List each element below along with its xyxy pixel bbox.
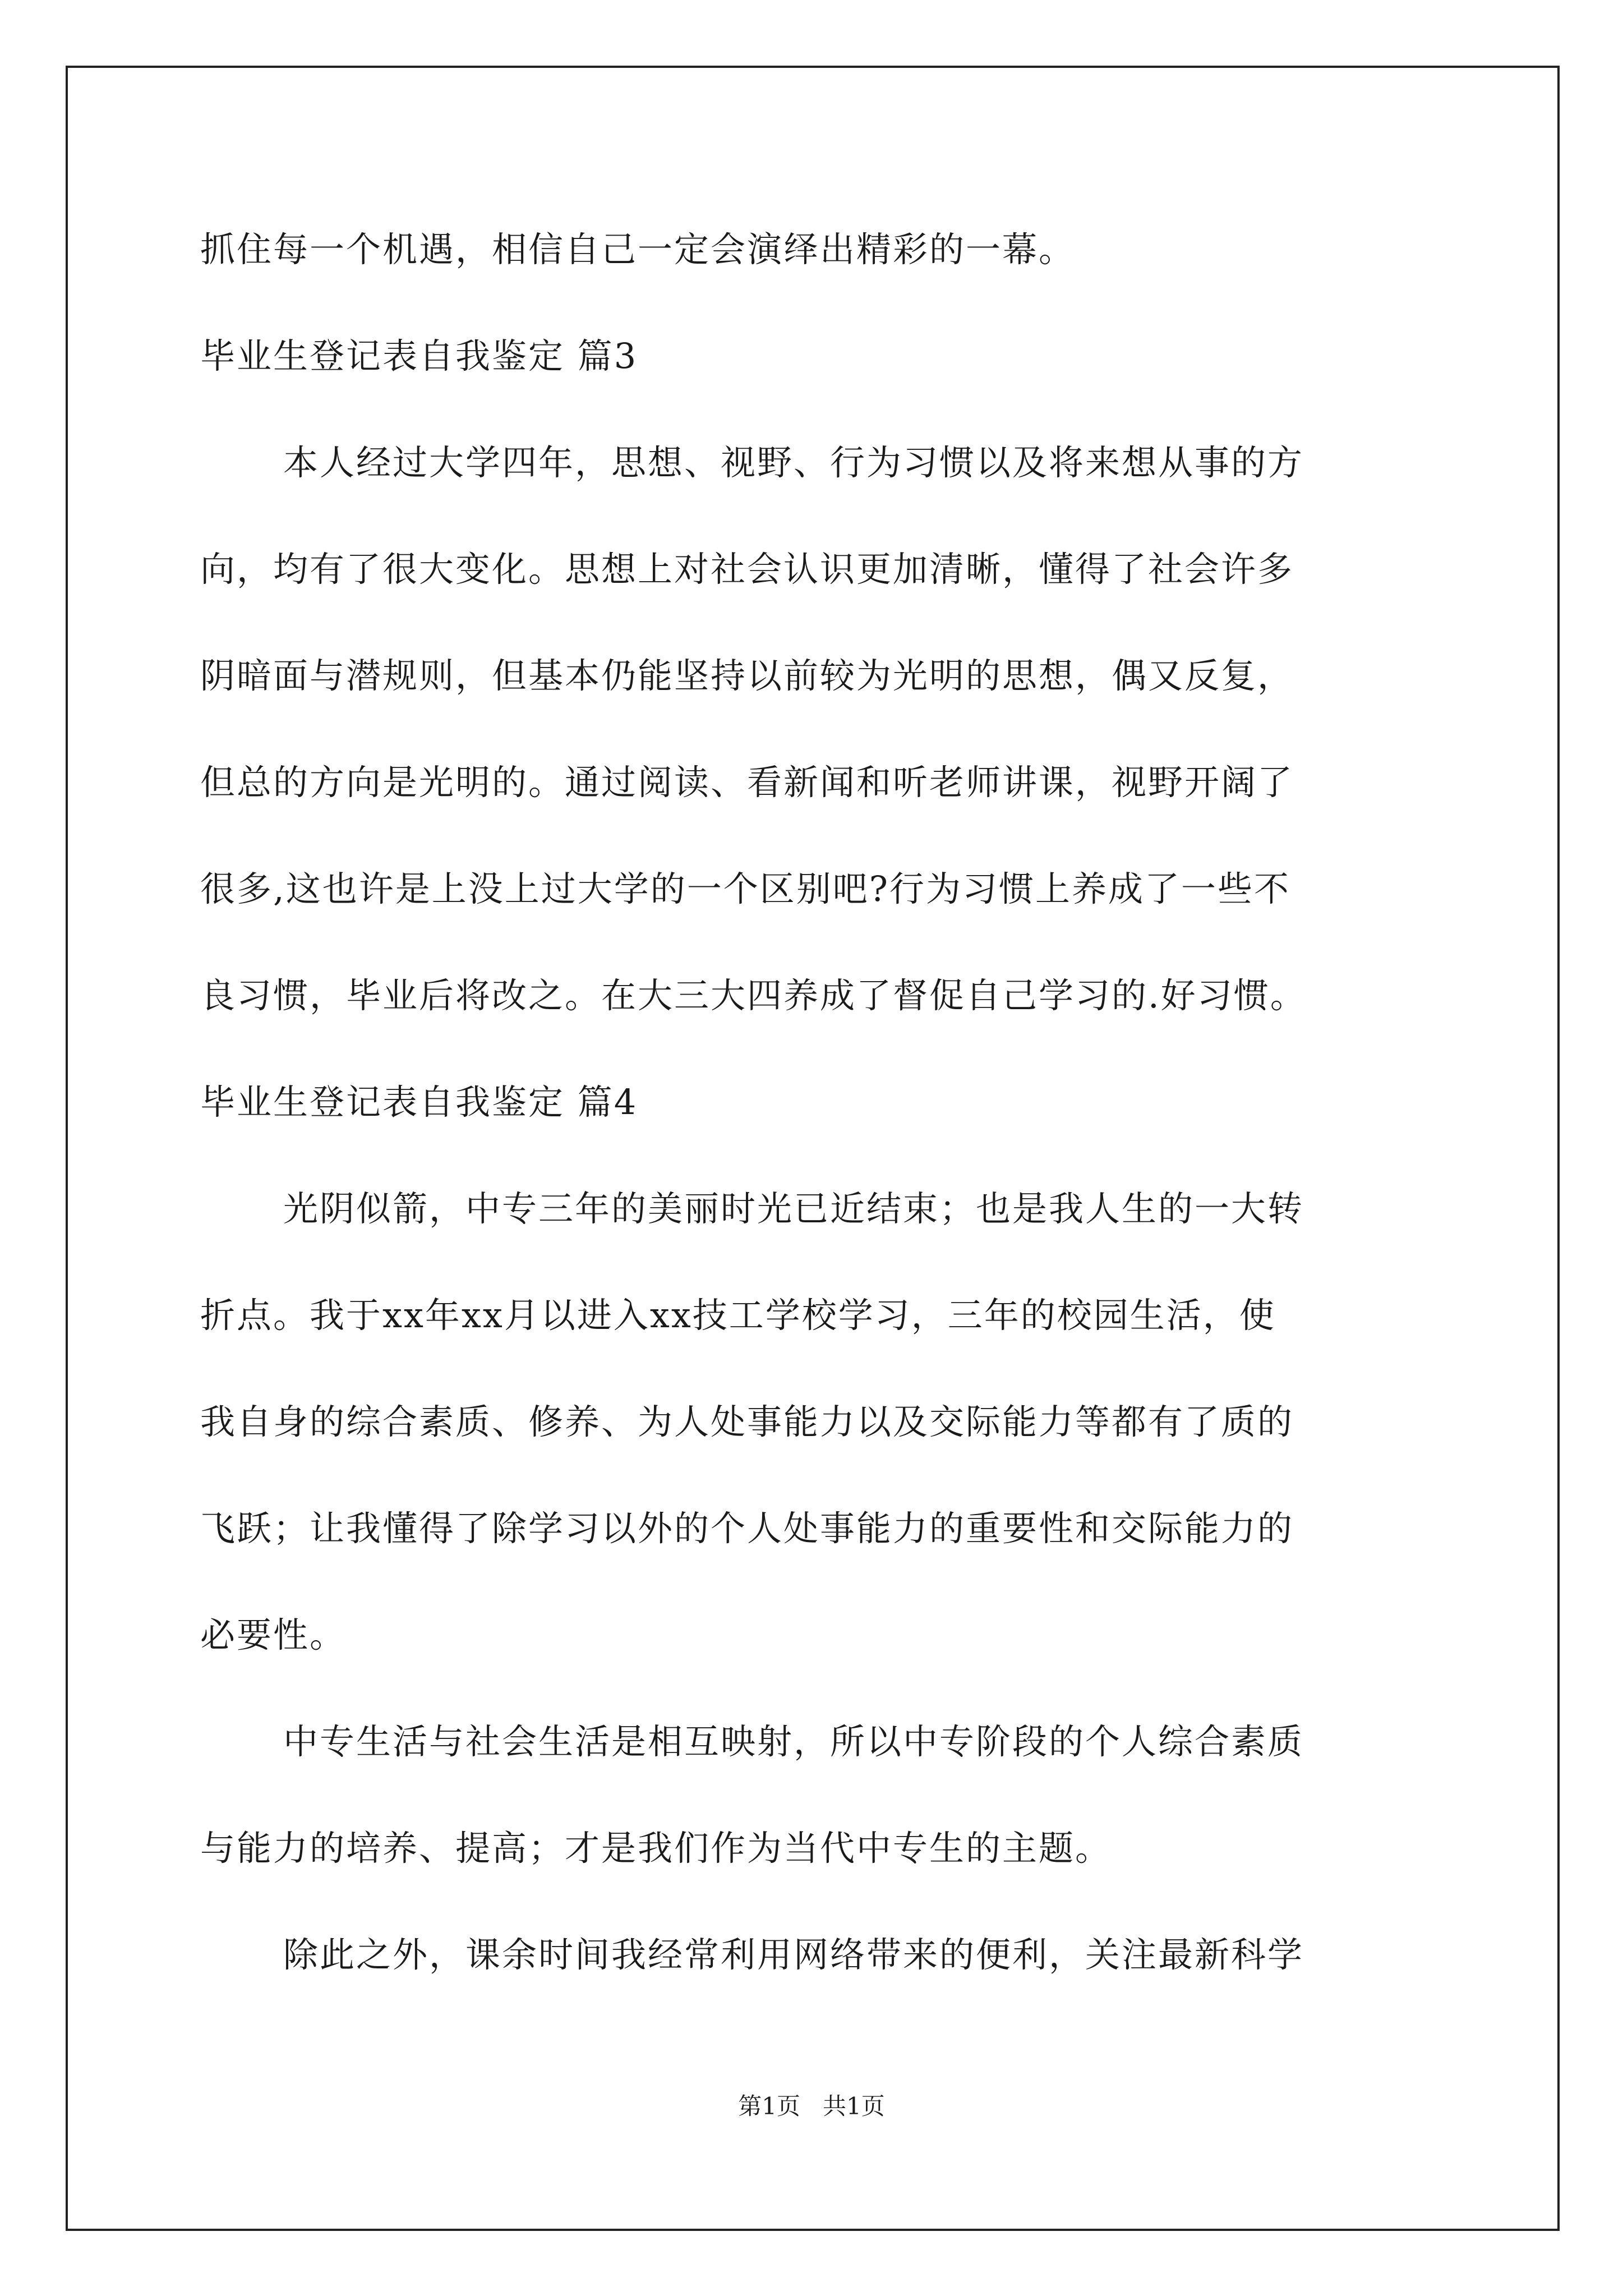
paragraph-line: 本人经过大学四年，思想、视野、行为习惯以及将来想从事的方: [283, 442, 1304, 483]
paragraph-line: 向，均有了很大变化。思想上对社会认识更加清晰，懂得了社会许多: [200, 549, 1294, 590]
paragraph-line: 我自身的综合素质、修养、为人处事能力以及交际能力等都有了质的: [200, 1401, 1294, 1442]
paragraph-line: 折点。我于xx年xx月以进入xx技工学校学习，三年的校园生活，使: [200, 1295, 1276, 1336]
paragraph-line: 飞跃；让我懂得了除学习以外的个人处事能力的重要性和交际能力的: [200, 1508, 1294, 1549]
paragraph-line: 光阴似箭，中专三年的美丽时光已近结束；也是我人生的一大转: [283, 1188, 1304, 1229]
page-number: 第1页 共1页: [738, 2092, 885, 2120]
paragraph-line: 与能力的培养、提高；才是我们作为当代中专生的主题。: [200, 1828, 1112, 1869]
paragraph-line: 很多,这也许是上没上过大学的一个区别吧?行为习惯上养成了一些不: [200, 868, 1290, 909]
paragraph-line: 除此之外，课余时间我经常利用网络带来的便利，关注最新科学: [283, 1934, 1304, 1975]
paragraph-line: 阴暗面与潜规则，但基本仍能坚持以前较为光明的思想，偶又反复，: [200, 655, 1294, 696]
page-footer: [0, 2090, 1623, 2123]
paragraph-line: 必要性。: [200, 1614, 347, 1655]
paragraph-line: 但总的方向是光明的。通过阅读、看新闻和听老师讲课，视野开阔了: [200, 762, 1294, 803]
paragraph-line: 良习惯，毕业后将改之。在大三大四养成了督促自己学习的.好习惯。: [200, 975, 1307, 1016]
text-line: 抓住每一个机遇，相信自己一定会演绎出精彩的一幕。: [200, 229, 1076, 270]
section-heading: 毕业生登记表自我鉴定 篇4: [200, 1082, 638, 1122]
paragraph-line: 中专生活与社会生活是相互映射，所以中专阶段的个人综合素质: [283, 1721, 1304, 1762]
section-heading: 毕业生登记表自我鉴定 篇3: [200, 335, 638, 376]
document-body: [200, 208, 1434, 2019]
